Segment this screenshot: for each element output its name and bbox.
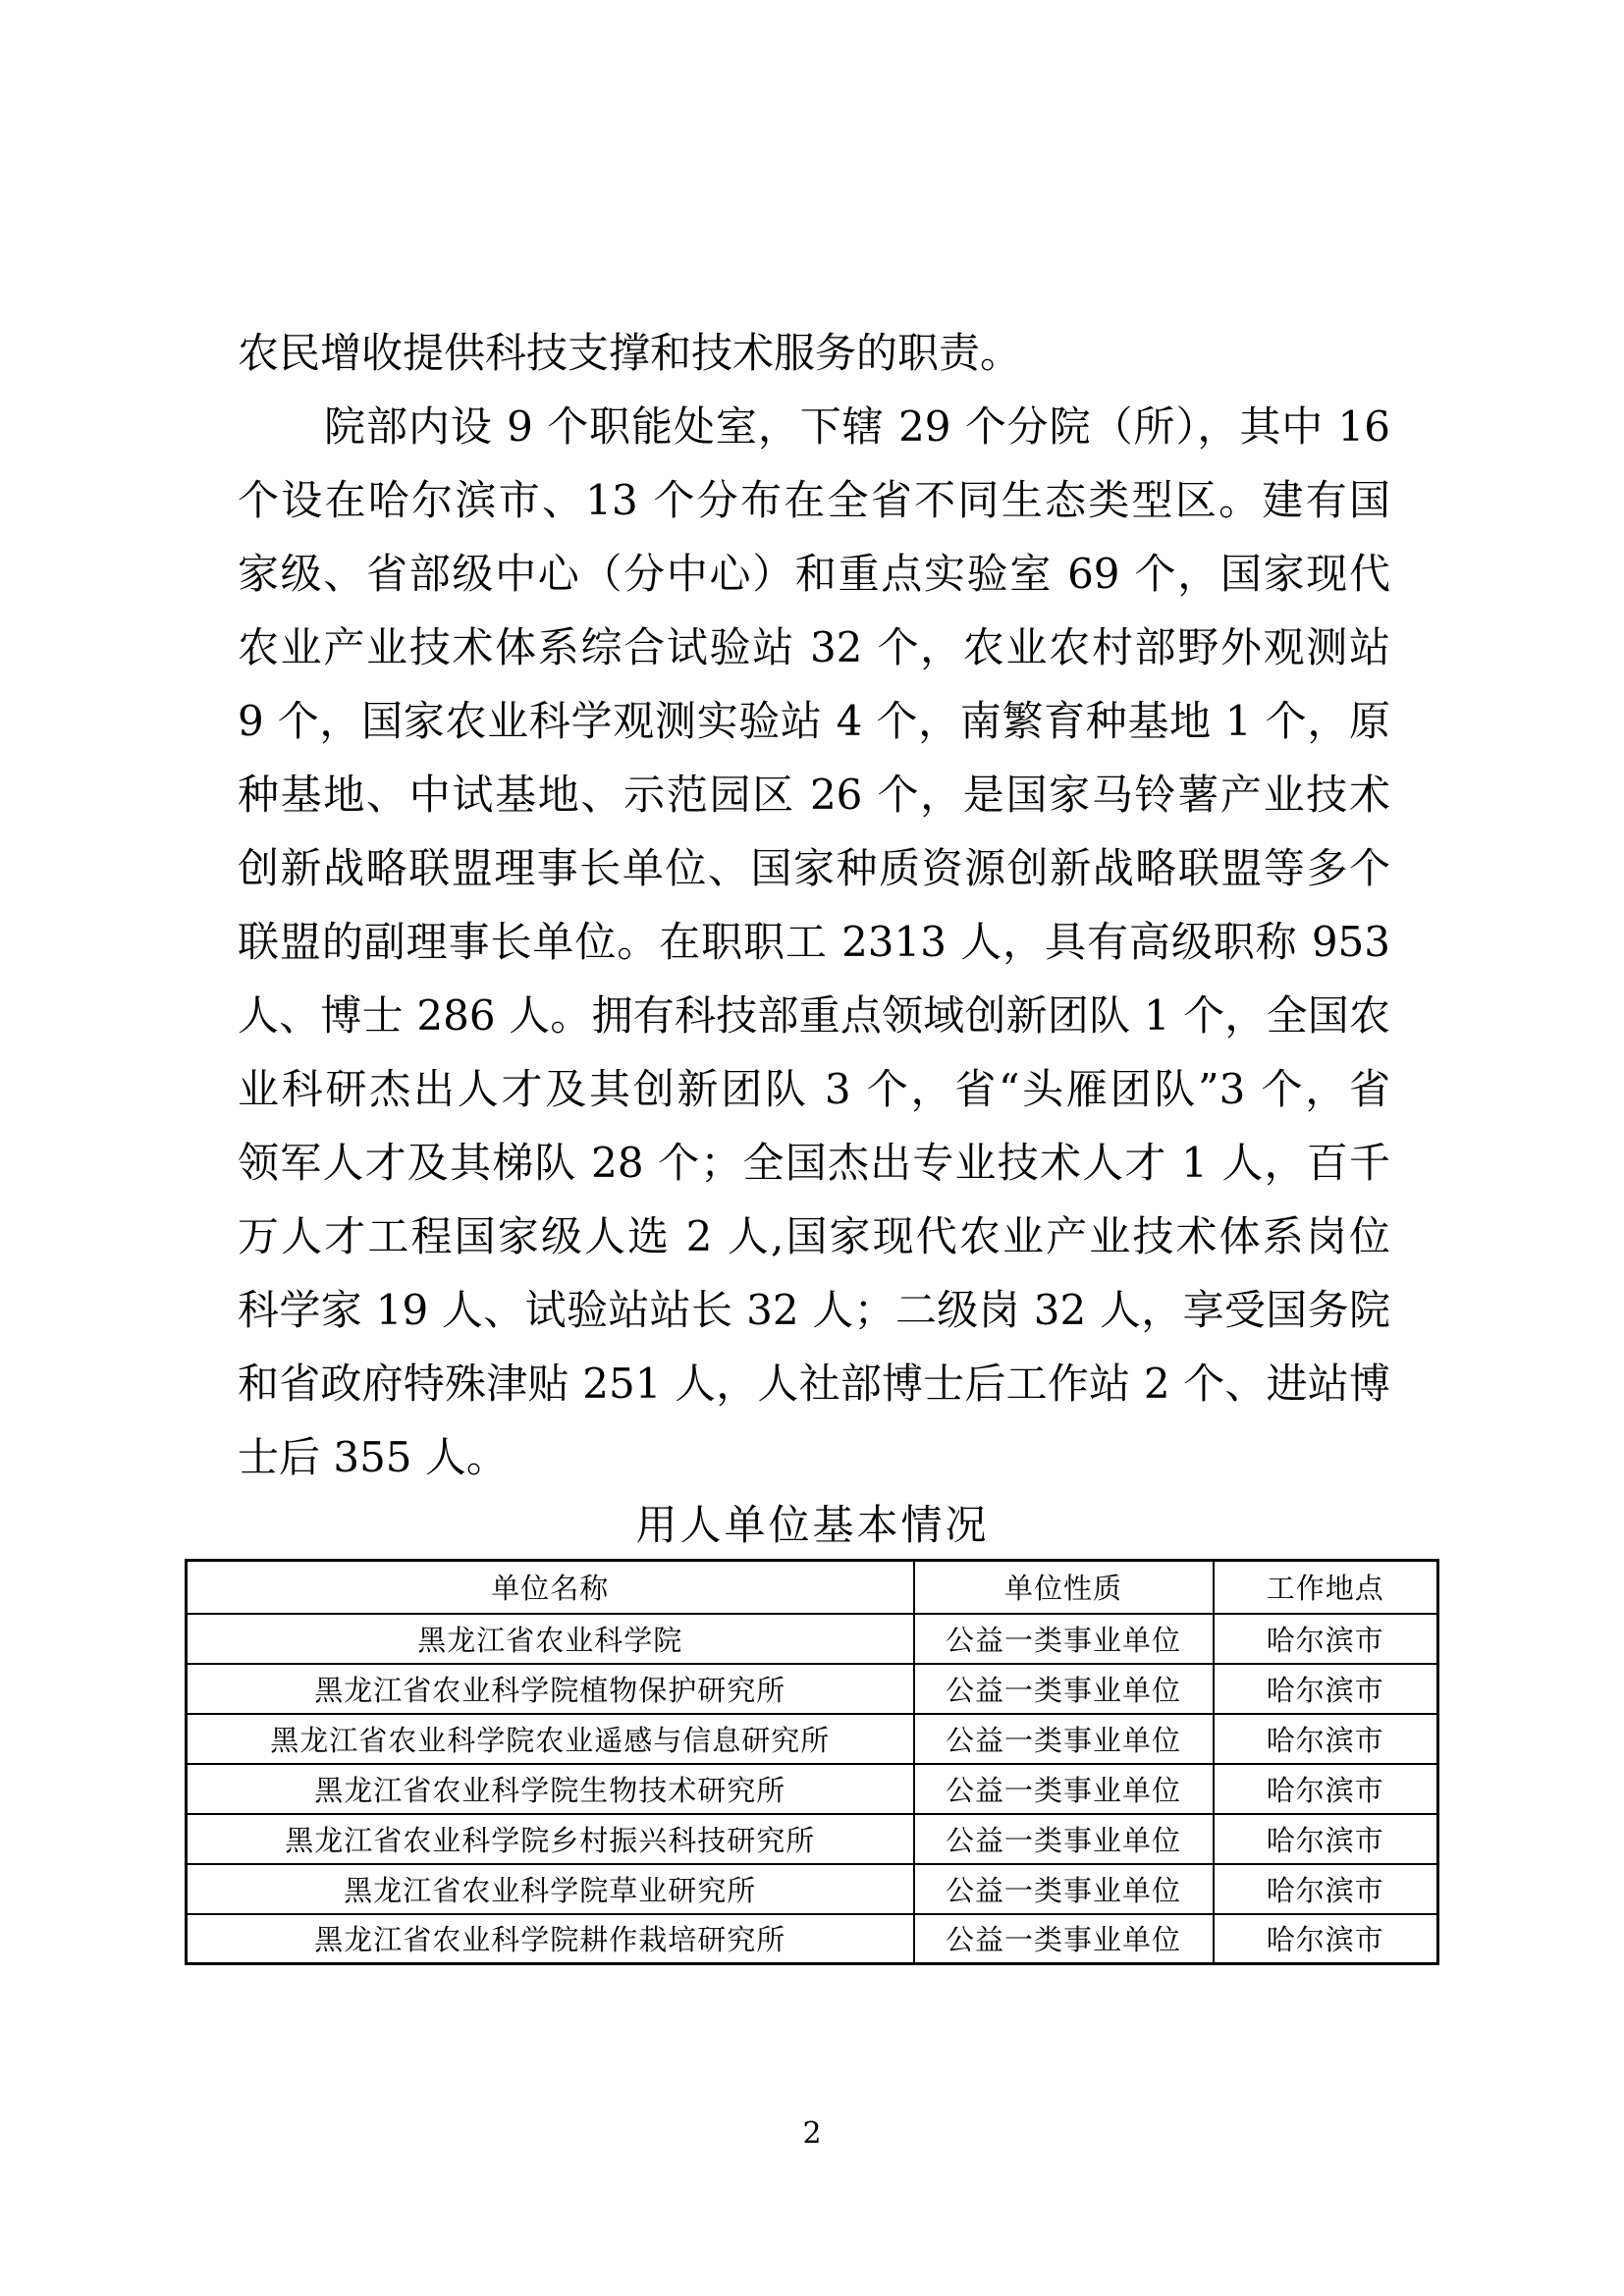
table-header-row — [187, 1561, 1438, 1614]
table-cell-unit-type: 公益一类事业单位 — [914, 1914, 1214, 1964]
body-line: 万人才工程国家级人选 2 人,国家现代农业产业技术体系岗位 — [238, 1212, 1390, 1260]
table-cell-unit-name: 黑龙江省农业科学院农业遥感与信息研究所 — [187, 1714, 914, 1764]
table-row — [187, 1864, 1438, 1914]
table-header-cell: 单位性质 — [914, 1561, 1214, 1614]
table-cell-unit-type: 公益一类事业单位 — [914, 1664, 1214, 1714]
body-line: 士后 355 人。 — [238, 1433, 508, 1481]
body-line: 家级、省部级中心（分中心）和重点实验室 69 个，国家现代 — [238, 550, 1390, 598]
table-header — [187, 1561, 1438, 1614]
table-cell-unit-type: 公益一类事业单位 — [914, 1814, 1214, 1864]
table-cell-work-location: 哈尔滨市 — [1214, 1914, 1438, 1964]
table-cell-work-location: 哈尔滨市 — [1214, 1864, 1438, 1914]
body-line: 和省政府特殊津贴 251 人，人社部博士后工作站 2 个、进站博 — [238, 1360, 1390, 1408]
table-cell-unit-name: 黑龙江省农业科学院生物技术研究所 — [187, 1764, 914, 1814]
table-cell-unit-type: 公益一类事业单位 — [914, 1864, 1214, 1914]
body-line: 种基地、中试基地、示范园区 26 个，是国家马铃薯产业技术 — [238, 771, 1390, 819]
table-cell-unit-name: 黑龙江省农业科学院植物保护研究所 — [187, 1664, 914, 1714]
body-line: 创新战略联盟理事长单位、国家种质资源创新战略联盟等多个 — [238, 844, 1390, 892]
table-row — [187, 1914, 1438, 1964]
table-cell-unit-name: 黑龙江省农业科学院乡村振兴科技研究所 — [187, 1814, 914, 1864]
body-text — [238, 316, 1390, 1494]
table-cell-unit-name: 黑龙江省农业科学院 — [187, 1614, 914, 1664]
table-header-cell: 工作地点 — [1214, 1561, 1438, 1614]
table-title: 用人单位基本情况 — [635, 1501, 990, 1549]
table-cell-unit-type: 公益一类事业单位 — [914, 1714, 1214, 1764]
body-line: 农业产业技术体系综合试验站 32 个，农业农村部野外观测站 — [238, 623, 1390, 671]
table-cell-unit-type: 公益一类事业单位 — [914, 1764, 1214, 1814]
body-line: 人、博士 286 人。拥有科技部重点领域创新团队 1 个，全国农 — [238, 991, 1390, 1040]
table-body — [187, 1614, 1438, 1964]
body-line: 科学家 19 人、试验站站长 32 人；二级岗 32 人，享受国务院 — [238, 1286, 1390, 1334]
body-line: 领军人才及其梯队 28 个；全国杰出专业技术人才 1 人，百千 — [238, 1139, 1390, 1187]
body-line: 联盟的副理事长单位。在职职工 2313 人，具有高级职称 953 — [238, 918, 1390, 966]
table-row — [187, 1664, 1438, 1714]
body-line: 院部内设 9 个职能处室，下辖 29 个分院（所），其中 16 — [324, 402, 1390, 451]
page-number: 2 — [802, 2116, 822, 2151]
table-cell-work-location: 哈尔滨市 — [1214, 1814, 1438, 1864]
table-cell-unit-type: 公益一类事业单位 — [914, 1614, 1214, 1664]
table-cell-work-location: 哈尔滨市 — [1214, 1614, 1438, 1664]
body-line: 个设在哈尔滨市、13 个分布在全省不同生态类型区。建有国 — [238, 476, 1390, 524]
table-row — [187, 1714, 1438, 1764]
table-cell-unit-name: 黑龙江省农业科学院草业研究所 — [187, 1864, 914, 1914]
table-cell-work-location: 哈尔滨市 — [1214, 1714, 1438, 1764]
table-cell-work-location: 哈尔滨市 — [1214, 1664, 1438, 1714]
table-row — [187, 1814, 1438, 1864]
body-line: 农民增收提供科技支撑和技术服务的职责。 — [238, 329, 1022, 377]
table-header-cell: 单位名称 — [187, 1561, 914, 1614]
table-cell-work-location: 哈尔滨市 — [1214, 1764, 1438, 1814]
body-line: 9 个，国家农业科学观测实验站 4 个，南繁育种基地 1 个，原 — [238, 697, 1390, 745]
table-cell-unit-name: 黑龙江省农业科学院耕作栽培研究所 — [187, 1914, 914, 1964]
table-row — [187, 1764, 1438, 1814]
table-row — [187, 1614, 1438, 1664]
employer-table — [185, 1559, 1439, 1965]
body-line: 业科研杰出人才及其创新团队 3 个，省“头雁团队”3 个，省 — [238, 1065, 1390, 1113]
